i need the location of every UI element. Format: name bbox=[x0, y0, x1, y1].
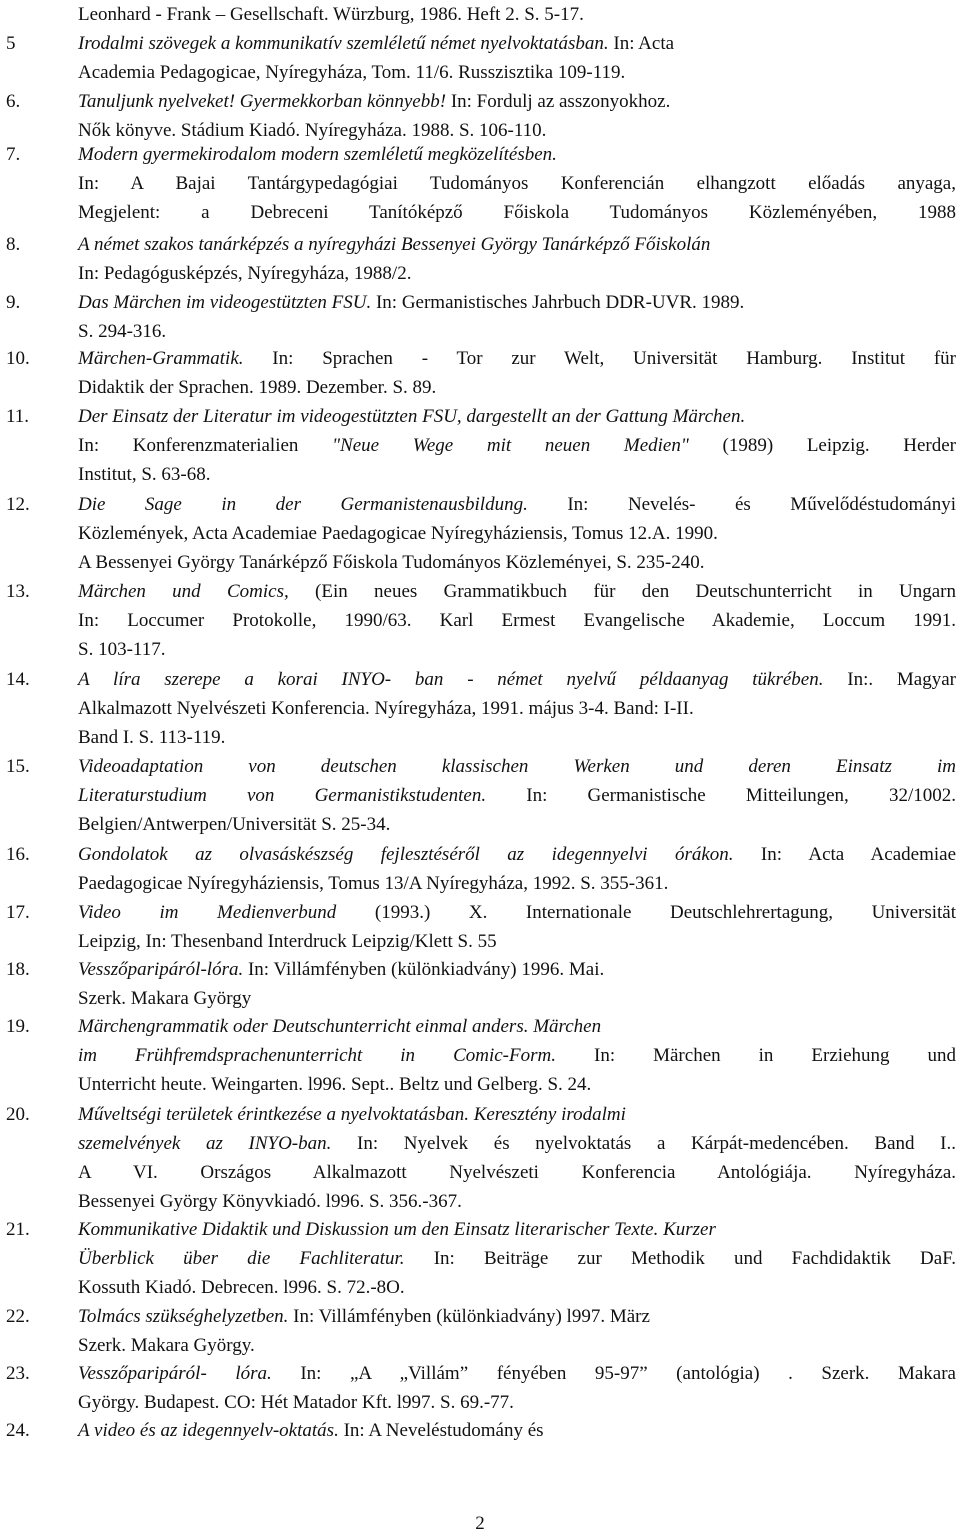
entry-title-text: szemelvények az INYO-ban. bbox=[78, 1133, 332, 1154]
entry-title-text: Märchen und Comics, bbox=[78, 581, 289, 602]
entry-title-text: Műveltségi területek érintkezése a nyelvoktatásban. Keresztény irodalmi bbox=[78, 1104, 626, 1125]
entry-title-text: Gondolatok az olvasáskészség fejlesztéséről az idegennyelvi órákon. bbox=[78, 844, 734, 865]
entry-citation-text: Band I. S. 113-119. bbox=[78, 727, 226, 748]
entry-number: 18. bbox=[6, 959, 30, 980]
entry-citation-text: In: Pedagógusképzés, Nyíregyháza, 1988/2. bbox=[78, 263, 412, 284]
entry-citation-text: Szerk. Makara György. bbox=[78, 1335, 255, 1356]
entry-number: 5 bbox=[6, 33, 16, 54]
entry-citation-text: Unterricht heute. Weingarten. l996. Sept.. Beltz und Gelberg. S. 24. bbox=[78, 1074, 592, 1095]
entry-citation-text: S. 294-316. bbox=[78, 321, 167, 342]
entry-line bbox=[78, 1359, 956, 1388]
entry-text bbox=[78, 1359, 956, 1417]
entry-citation-text: Leipzig, In: Thesenband Interdruck Leipzig/Klett S. 55 bbox=[78, 931, 497, 952]
entry-citation-text: In:. Magyar bbox=[823, 669, 956, 690]
entry-citation-text: Közlemények, Acta Academiae Paedagogicae Nyíregyháziensis, Tomus 12.A. 1990. bbox=[78, 523, 718, 544]
entry-line bbox=[78, 840, 956, 869]
entry-line bbox=[78, 87, 956, 116]
entry-line bbox=[78, 1302, 956, 1331]
entry-citation-text: Alkalmazott Nyelvészeti Konferencia. Nyíregyháza, 1991. május 3-4. Band: I-II. bbox=[78, 698, 694, 719]
entry-citation-text: Paedagogicae Nyíregyháziensis, Tomus 13/A Nyíregyháza, 1992. S. 355-361. bbox=[78, 873, 669, 894]
entry-line bbox=[78, 635, 956, 664]
entry-line bbox=[78, 898, 956, 927]
entry-line bbox=[78, 810, 956, 839]
entry-line bbox=[78, 1041, 956, 1070]
entry-title-text: im Frühfremdsprachenunterricht in Comic-Form. bbox=[78, 1045, 556, 1066]
entry-citation-text: S. 103-117. bbox=[78, 639, 166, 660]
entry-number: 6. bbox=[6, 91, 21, 112]
entry-line bbox=[78, 29, 956, 58]
entry-title-text: Vesszőparipáról- lóra. bbox=[78, 1363, 272, 1384]
entry-line bbox=[78, 140, 956, 169]
entry-line bbox=[78, 402, 956, 431]
entry-title-text: Video im Medienverbund bbox=[78, 902, 337, 923]
entry-number: 23. bbox=[6, 1363, 30, 1384]
entry-text bbox=[78, 288, 956, 346]
entry-title-text: "Neue Wege mit neuen Medien" bbox=[332, 435, 689, 456]
entry-number: 21. bbox=[6, 1219, 30, 1240]
entry-text bbox=[78, 140, 956, 227]
entry-title-text: Tanuljunk nyelveket! Gyermekkorban könnyebb! bbox=[78, 91, 447, 112]
entry-citation-text: In: Nyelvek és nyelvoktatás a Kárpát-medencében. Band I.. bbox=[331, 1133, 956, 1154]
entry-number: 20. bbox=[6, 1104, 30, 1125]
entry-line bbox=[78, 694, 956, 723]
entry-title-text: Tolmács szükséghelyzetben. bbox=[78, 1306, 289, 1327]
entry-title-text: Videoadaptation von deutschen klassischen Werken und deren Einsatz im bbox=[78, 756, 956, 777]
entry-line bbox=[78, 1070, 956, 1099]
entry-line bbox=[78, 955, 956, 984]
entry-line bbox=[78, 1012, 956, 1041]
entry-title-text: Märchen-Grammatik. bbox=[78, 348, 244, 369]
entry-text bbox=[78, 230, 956, 288]
entry-line bbox=[78, 259, 956, 288]
entry-text bbox=[78, 955, 956, 1013]
entry-line bbox=[78, 869, 956, 898]
entry-citation-text: A Bessenyei György Tanárképző Főiskola Tudományos Közleményei, S. 235-240. bbox=[78, 552, 705, 573]
entry-text bbox=[78, 344, 956, 402]
entry-line bbox=[78, 606, 956, 635]
entry-number: 17. bbox=[6, 902, 30, 923]
entry-citation-text: In: Germanistische Mitteilungen, 32/1002. bbox=[486, 785, 956, 806]
entry-citation-text: In: Germanistisches Jahrbuch DDR-UVR. 1989. bbox=[371, 292, 745, 313]
entry-line bbox=[78, 198, 956, 227]
entry-citation-text: Leonhard - Frank – Gesellschaft. Würzburg, 1986. Heft 2. S. 5-17. bbox=[78, 4, 584, 25]
entry-citation-text: In: Acta Academiae bbox=[733, 844, 957, 865]
entry-line bbox=[78, 1331, 956, 1360]
entry-text bbox=[78, 752, 956, 839]
entry-number: 10. bbox=[6, 348, 30, 369]
entry-citation-text: Bessenyei György Könyvkiadó. l996. S. 356.-367. bbox=[78, 1191, 462, 1212]
entry-line bbox=[78, 288, 956, 317]
entry-line bbox=[78, 927, 956, 956]
entry-citation-text: (Ein neues Grammatikbuch für den Deutschunterricht in Ungarn bbox=[288, 581, 956, 602]
entry-text bbox=[78, 665, 956, 752]
entry-line bbox=[78, 1273, 956, 1302]
entry-line bbox=[78, 1215, 956, 1244]
entry-line bbox=[78, 984, 956, 1013]
entry-number: 22. bbox=[6, 1306, 30, 1327]
entry-citation-text: In: Acta bbox=[608, 33, 675, 54]
entry-line bbox=[78, 317, 956, 346]
entry-citation-text: Belgien/Antwerpen/Universität S. 25-34. bbox=[78, 814, 391, 835]
entry-citation-text: A VI. Országos Alkalmazott Nyelvészeti Konferencia Antológiája. Nyíregyháza. bbox=[78, 1162, 956, 1183]
entry-line bbox=[78, 373, 956, 402]
entry-number: 14. bbox=[6, 669, 30, 690]
entry-number: 19. bbox=[6, 1016, 30, 1037]
entry-number: 7. bbox=[6, 144, 21, 165]
entry-line bbox=[78, 519, 956, 548]
entry-line bbox=[78, 1244, 956, 1273]
entry-line bbox=[78, 460, 956, 489]
entry-line bbox=[78, 230, 956, 259]
entry-text bbox=[78, 898, 956, 956]
entry-line bbox=[78, 723, 956, 752]
entry-line bbox=[78, 490, 956, 519]
entry-line bbox=[78, 1388, 956, 1417]
entry-text bbox=[78, 1302, 956, 1360]
entry-citation-text: Megjelent: a Debreceni Tanítóképző Főiskola Tudományos Közleményében, 1988 bbox=[78, 202, 956, 223]
entry-number: 8. bbox=[6, 234, 21, 255]
entry-text bbox=[78, 1012, 956, 1099]
entry-line bbox=[78, 548, 956, 577]
entry-citation-text: In: Nevelés- és Művelődéstudományi bbox=[527, 494, 957, 515]
entry-title-text: A líra szerepe a korai INYO- ban - német nyelvű példaanyag tükrében. bbox=[78, 669, 824, 690]
entry-citation-text: In: Beiträge zur Methodik und Fachdidaktik DaF. bbox=[404, 1248, 956, 1269]
entry-citation-text: In: Villámfényben (különkiadvány) l997. März bbox=[288, 1306, 650, 1327]
entry-citation-text: In: Fordulj az asszonyokhoz. bbox=[446, 91, 671, 112]
entry-text bbox=[78, 0, 956, 29]
entry-line bbox=[78, 752, 956, 781]
entry-line bbox=[78, 577, 956, 606]
entry-title-text: Vesszőparipáról-lóra. bbox=[78, 959, 244, 980]
entry-text bbox=[78, 29, 956, 87]
entry-text bbox=[78, 1215, 956, 1302]
entry-citation-text: Academia Pedagogicae, Nyíregyháza, Tom. 11/6. Russzisztika 109-119. bbox=[78, 62, 626, 83]
entry-citation-text: In: Loccumer Protokolle, 1990/63. Karl Ermest Evangelische Akademie, Loccum 1991. bbox=[78, 610, 956, 631]
entry-citation-text: In: Märchen in Erziehung und bbox=[555, 1045, 957, 1066]
entry-citation-text: Didaktik der Sprachen. 1989. Dezember. S. 89. bbox=[78, 377, 437, 398]
entry-number: 11. bbox=[6, 406, 30, 427]
entry-text bbox=[78, 402, 956, 489]
entry-text bbox=[78, 87, 956, 145]
entry-line bbox=[78, 0, 956, 29]
entry-line bbox=[78, 781, 956, 810]
entry-citation-text: Nők könyve. Stádium Kiadó. Nyíregyháza. 1988. S. 106-110. bbox=[78, 120, 547, 141]
entry-citation-text: (1993.) X. Internationale Deutschlehrertagung, Universität bbox=[336, 902, 956, 923]
entry-number: 16. bbox=[6, 844, 30, 865]
entry-line bbox=[78, 58, 956, 87]
entry-line bbox=[78, 665, 956, 694]
entry-line bbox=[78, 169, 956, 198]
entry-citation-text: Szerk. Makara György bbox=[78, 988, 252, 1009]
entry-citation-text: In: A Neveléstudomány és bbox=[338, 1420, 544, 1441]
entry-number: 9. bbox=[6, 292, 21, 313]
entry-text bbox=[78, 1100, 956, 1216]
entry-citation-text: Kossuth Kiadó. Debrecen. l996. S. 72.-8O. bbox=[78, 1277, 405, 1298]
entry-line bbox=[78, 1158, 956, 1187]
entry-title-text: Irodalmi szövegek a kommunikatív szemléletű német nyelvoktatásban. bbox=[78, 33, 609, 54]
entry-text bbox=[78, 490, 956, 577]
entry-line bbox=[78, 344, 956, 373]
entry-citation-text: In: „A „Villám” fényében 95-97” (antológia) . Szerk. Makara bbox=[271, 1363, 956, 1384]
entry-title-text: Das Märchen im videogestützten FSU. bbox=[78, 292, 372, 313]
entry-title-text: A video és az idegennyelv-oktatás. bbox=[78, 1420, 339, 1441]
entry-line bbox=[78, 1100, 956, 1129]
entry-number: 12. bbox=[6, 494, 30, 515]
entry-citation-text: Institut, S. 63-68. bbox=[78, 464, 211, 485]
entry-title-text: Modern gyermekirodalom modern szemléletű megközelítésben. bbox=[78, 144, 557, 165]
entry-citation-text: In: Villámfényben (különkiadvány) 1996. Mai. bbox=[243, 959, 605, 980]
entry-number: 24. bbox=[6, 1420, 30, 1441]
entry-line bbox=[78, 431, 956, 460]
entry-line bbox=[78, 1187, 956, 1216]
page-number: 2 bbox=[475, 1513, 485, 1534]
entry-line bbox=[78, 1416, 956, 1445]
entry-number: 13. bbox=[6, 581, 30, 602]
entry-line bbox=[78, 1129, 956, 1158]
entry-text bbox=[78, 840, 956, 898]
entry-title-text: A német szakos tanárképzés a nyíregyházi Bessenyei György Tanárképző Főiskolán bbox=[78, 234, 711, 255]
entry-number: 15. bbox=[6, 756, 30, 777]
entry-title-text: Kommunikative Didaktik und Diskussion um den Einsatz literarischer Texte. Kurzer bbox=[78, 1219, 716, 1240]
entry-text bbox=[78, 577, 956, 664]
entry-citation-text: In: Sprachen - Tor zur Welt, Universität Hamburg. Institut für bbox=[243, 348, 956, 369]
entry-citation-text: György. Budapest. CO: Hét Matador Kft. l997. S. 69.-77. bbox=[78, 1392, 514, 1413]
entry-title-text: Literaturstudium von Germanistikstudenten. bbox=[78, 785, 487, 806]
entry-title-text: Die Sage in der Germanistenausbildung. bbox=[78, 494, 528, 515]
entry-title-text: Überblick über die Fachliteratur. bbox=[78, 1248, 405, 1269]
entry-citation-text: In: A Bajai Tantárgypedagógiai Tudományos Konferencián elhangzott előadás anyaga, bbox=[78, 173, 956, 194]
entry-citation-text: (1989) Leipzig. Herder bbox=[688, 435, 957, 456]
entry-title-text: Der Einsatz der Literatur im videogestützten FSU, dargestellt an der Gattung Märchen. bbox=[78, 406, 746, 427]
entry-citation-text: In: Konferenzmaterialien bbox=[78, 435, 333, 456]
entry-title-text: Märchengrammatik oder Deutschunterricht einmal anders. Märchen bbox=[78, 1016, 602, 1037]
entry-text bbox=[78, 1416, 956, 1445]
